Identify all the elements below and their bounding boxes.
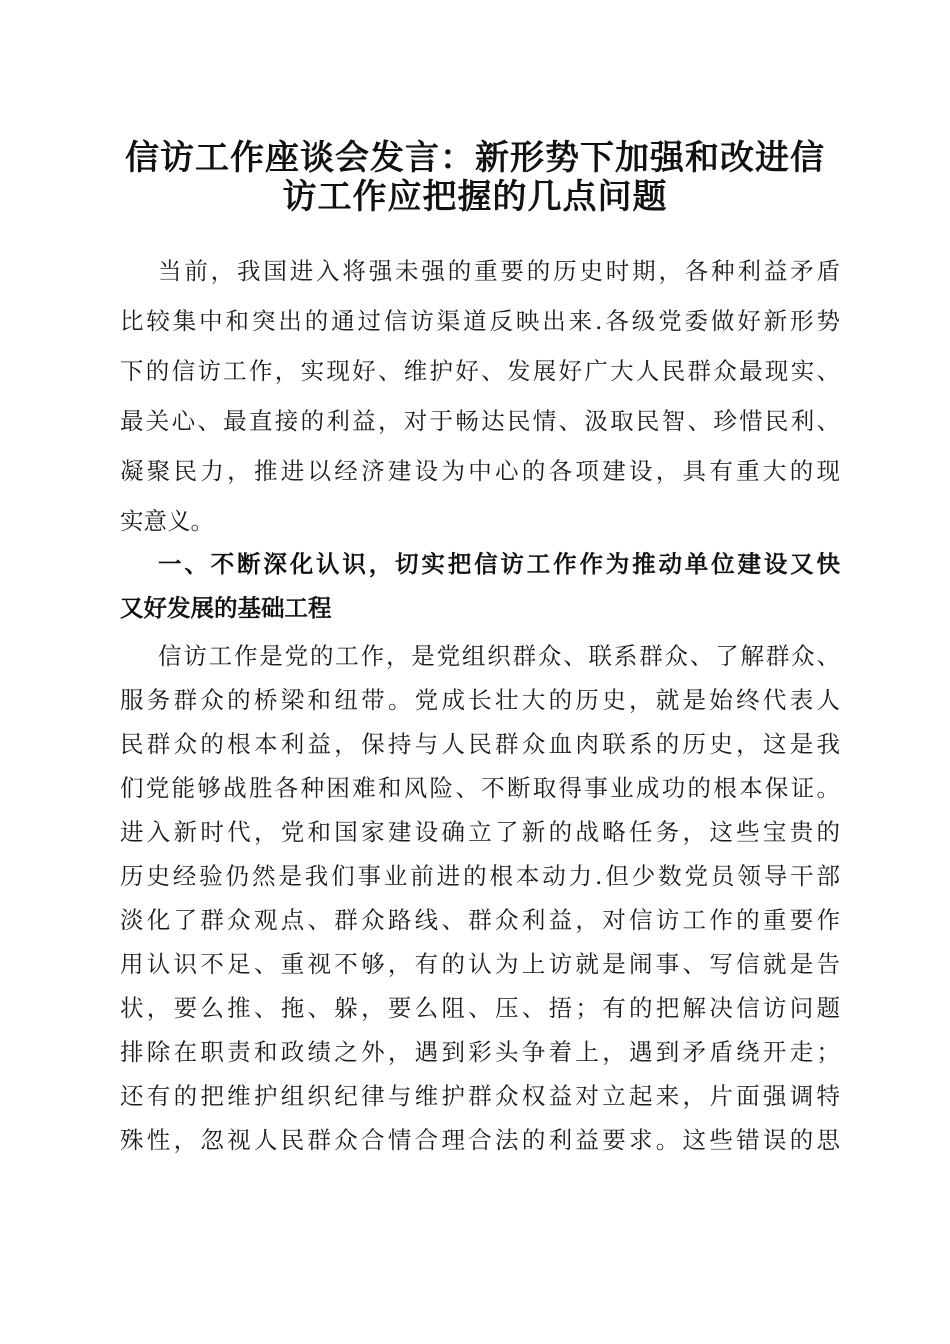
section-body-line: 殊性，忽视人民群众合情合理合法的利益要求。这些错误的思 <box>120 1126 840 1154</box>
document-title-line-1: 信访工作座谈会发言：新形势下加强和改进信 <box>125 138 825 178</box>
intro-paragraph-line: 凝聚民力，推进以经济建设为中心的各项建设，具有重大的现 <box>120 457 840 485</box>
section-body-line: 用认识不足、重视不够，有的认为上访就是闹事、写信就是告 <box>120 950 840 978</box>
intro-paragraph-line: 比较集中和突出的通过信访渠道反映出来.各级党委做好新形势 <box>120 307 840 335</box>
section-body-line: 排除在职责和政绩之外，遇到彩头争着上，遇到矛盾绕开走； <box>120 1038 840 1066</box>
section-body-line: 服务群众的桥梁和纽带。党成长壮大的历史，就是始终代表人 <box>120 686 840 714</box>
intro-paragraph-line: 当前，我国进入将强未强的重要的历史时期，各种利益矛盾 <box>158 257 840 285</box>
section-heading-line: 一、不断深化认识，切实把信访工作作为推动单位建设又快 <box>158 550 840 578</box>
document-title-line-2: 访工作应把握的几点问题 <box>282 177 668 217</box>
intro-paragraph-line: 下的信访工作，实现好、维护好、发展好广大人民群众最现实、 <box>120 357 840 385</box>
section-heading-line: 又好发展的基础工程 <box>120 594 332 622</box>
section-body-line: 们党能够战胜各种困难和风险、不断取得事业成功的根本保证。 <box>120 774 840 802</box>
section-body-line: 还有的把维护组织纪律与维护群众权益对立起来，片面强调特 <box>120 1082 840 1110</box>
intro-paragraph-line: 实意义。 <box>120 507 214 535</box>
section-body-line: 进入新时代，党和国家建设确立了新的战略任务，这些宝贵的 <box>120 818 840 846</box>
section-body-line: 淡化了群众观点、群众路线、群众利益，对信访工作的重要作 <box>120 906 840 934</box>
section-body-line: 信访工作是党的工作，是党组织群众、联系群众、了解群众、 <box>158 642 840 670</box>
section-body-line: 历史经验仍然是我们事业前进的根本动力.但少数党员领导干部 <box>120 862 840 890</box>
section-body-line: 民群众的根本利益，保持与人民群众血肉联系的历史，这是我 <box>120 730 840 758</box>
section-body-line: 状，要么推、拖、躲，要么阻、压、捂；有的把解决信访问题 <box>120 994 840 1022</box>
intro-paragraph-line: 最关心、最直接的利益，对于畅达民情、汲取民智、珍惜民利、 <box>120 407 840 435</box>
